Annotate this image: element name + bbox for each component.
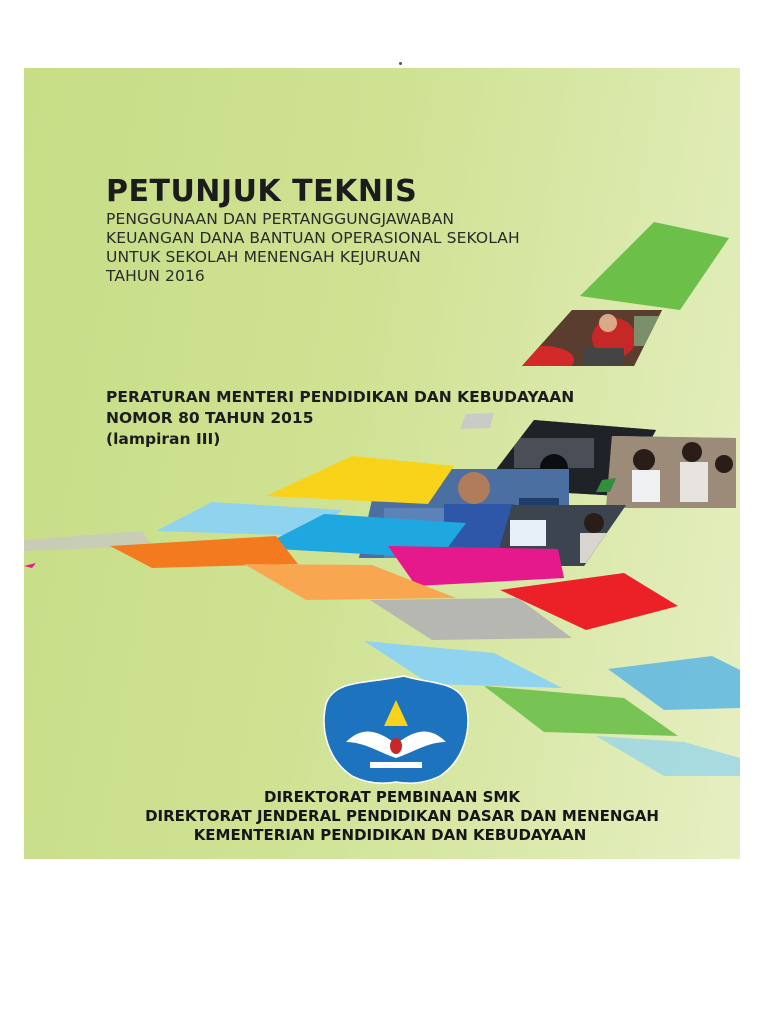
regulation-line-3: (lampiran III)	[106, 430, 221, 448]
subtitle-line-4: TAHUN 2016	[106, 267, 205, 285]
subtitle-line-2: KEUANGAN DANA BANTUAN OPERASIONAL SEKOLAH	[106, 229, 520, 247]
organization-line-1: DIREKTORAT PEMBINAAN SMK	[264, 788, 520, 806]
tile-yellow	[266, 456, 454, 504]
organization-line-3: KEMENTERIAN PENDIDIKAN DAN KEBUDAYAAN	[193, 826, 587, 844]
tile-sky-bottom	[596, 736, 740, 776]
cover-title: PETUNJUK TEKNIS	[106, 174, 418, 209]
regulation-line-2: NOMOR 80 TAHUN 2015	[106, 409, 314, 427]
subtitle-line-1: PENGGUNAAN DAN PERTANGGUNGJAWABAN	[106, 210, 455, 228]
book-cover	[24, 68, 740, 859]
tile-faded-pink	[24, 563, 36, 568]
organization-line-2: DIREKTORAT JENDERAL PENDIDIKAN DASAR DAN MENENGAH	[145, 807, 659, 825]
tile-green-top	[580, 222, 729, 310]
regulation-line-1: PERATURAN MENTERI PENDIDIKAN DAN KEBUDAYAAN	[106, 388, 575, 406]
tile-small-gray	[460, 413, 494, 429]
subtitle-line-3: UNTUK SEKOLAH MENENGAH KEJURUAN	[106, 248, 421, 266]
tut-wuri-handayani-logo	[324, 676, 468, 783]
tile-magenta	[388, 546, 564, 586]
stray-dot	[399, 62, 402, 65]
